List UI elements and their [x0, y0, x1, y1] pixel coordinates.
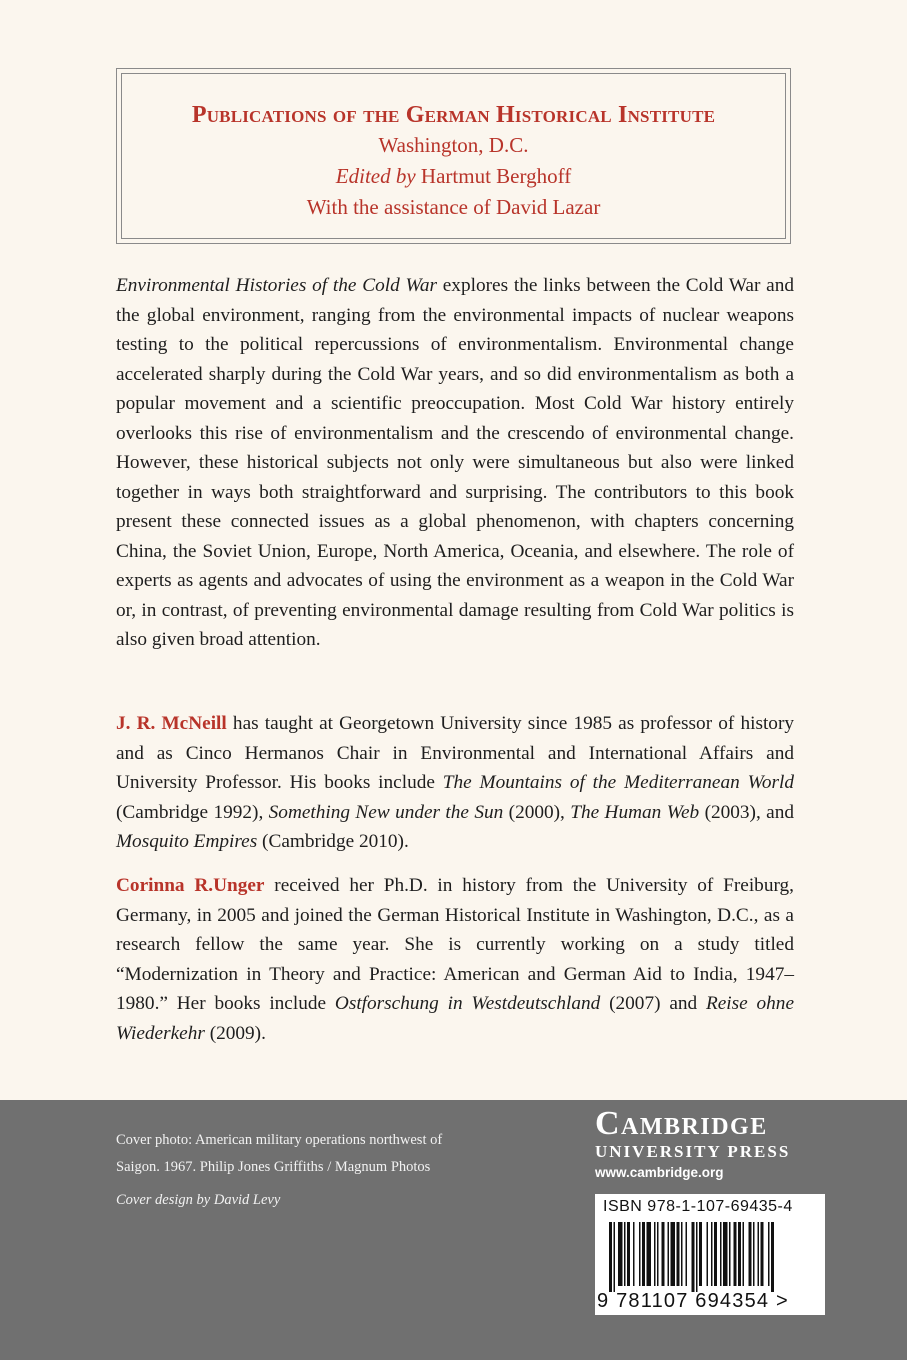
bio-text: (2009). — [209, 1022, 266, 1044]
design-credit-text: Cover design by David Levy — [116, 1192, 281, 1208]
bio-book-title: Something New under the Sun — [268, 801, 504, 823]
barcode-digits: 9 781107 694354 > — [597, 1290, 789, 1312]
bio-book-title: The Mountains of the Mediterranean World — [442, 772, 795, 793]
bio-text: (Cambridge 2010). — [262, 831, 409, 852]
author-bio-mcneill — [116, 709, 794, 857]
bio-text: (2007) and — [609, 993, 698, 1014]
bio-text: (Cambridge 1992), — [116, 801, 264, 823]
publisher-name: Cambridge — [595, 1105, 768, 1142]
bio-text: received her Ph.D. in history from the University of Freiburg, Germany, in 2005 and joined the German Historical Institute in Washington, D.C., as a research fellow the same year. She is currently working on a study titled “Modernization in Theory and Practice: American and German Aid to India, 1947–1980.” Her books include — [116, 875, 794, 1014]
design-credit — [116, 1187, 280, 1214]
photo-credit-line: Cover photo: American military operations northwest of — [116, 1132, 443, 1148]
book-title: Environmental Histories of the Cold War — [116, 275, 437, 296]
author-bio-unger — [116, 871, 794, 1048]
publisher-url: www.cambridge.org — [595, 1165, 724, 1180]
description-text: explores the links between the Cold War and the global environment, ranging from the environmental impacts of nuclear weapons testing to the political repercussions of environmentalism. Environmental change accelerated sharply during the Cold War years, and so did environmentalism as both a popular movement and a scientific preoccupation. Most Cold War history entirely overlooks this rise of environmentalism and the crescendo of environmental change. However, these historical subjects not only were simultaneous but also were linked together in ways both straightforward and surprising. The contributors to this book present these connected issues as a global phenomenon, with chapters concerning China, the Soviet Union, Europe, North America, Oceania, and elsewhere. The role of experts as agents and advocates of using the environment as a weapon in the Cold War or, in contrast, of preventing environmental damage resulting from Cold War politics is also given broad attention. — [116, 275, 794, 650]
photo-credit-line: Saigon. 1967. Philip Jones Griffiths / Magnum Photos — [116, 1159, 431, 1175]
bio-text: has taught at Georgetown University since 1985 as professor of history and as Cinco Hermanos Chair in Environmental and International Affairs and University Professor. His books include — [116, 713, 795, 793]
series-box-inner — [121, 73, 786, 239]
bio-book-title: Mosquito Empires — [116, 831, 258, 852]
isbn-text: ISBN 978-1-107-69435-4 — [603, 1198, 793, 1215]
bio-book-title: Ostforschung in Westdeutschland — [334, 993, 601, 1014]
publisher-press: UNIVERSITY PRESS — [595, 1142, 791, 1161]
series-assistance: With the assistance of David Lazar — [306, 195, 601, 219]
series-city: Washington, D.C. — [378, 133, 529, 157]
edited-by-label: Edited by — [335, 164, 416, 188]
series-box — [116, 68, 791, 244]
publisher-logo — [595, 1106, 825, 1184]
author-name-mcneill: J. R. McNeill — [116, 713, 227, 734]
series-editor-line — [122, 161, 785, 192]
photo-credit — [116, 1127, 442, 1181]
bio-text: (2003), and — [704, 801, 794, 823]
barcode-box — [595, 1194, 825, 1315]
bio-book-title: Reise ohne Wiederkehr — [116, 993, 795, 1044]
bio-book-title: The Human Web — [570, 801, 700, 823]
bio-text: (2000), — [508, 801, 565, 823]
series-title: Publications of the German Historical Institute — [191, 102, 716, 128]
series-editor: Hartmut Berghoff — [420, 164, 572, 188]
author-name-unger: Corinna R.Unger — [116, 875, 265, 896]
book-description — [116, 271, 794, 655]
